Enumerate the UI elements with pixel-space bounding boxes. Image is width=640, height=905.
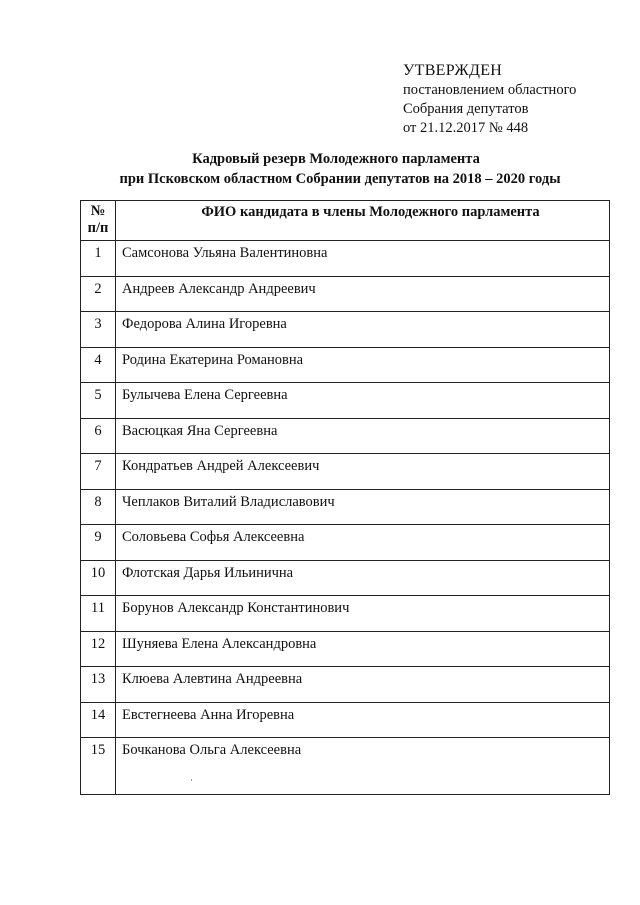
- row-candidate-name: Клюева Алевтина Андреевна: [116, 667, 610, 703]
- row-candidate-name: Булычева Елена Сергеевна: [116, 383, 610, 419]
- row-number: 9: [81, 525, 116, 561]
- header-number-abbr: п/п: [87, 220, 109, 236]
- table-row: [81, 489, 610, 525]
- title-line-1: Кадровый резерв Молодежного парламента: [192, 151, 480, 167]
- table-row: [81, 560, 610, 596]
- row-candidate-name: Федорова Алина Игоревна: [116, 312, 610, 348]
- row-candidate-name: Самсонова Ульяна Валентиновна: [116, 241, 610, 277]
- header-number-symbol: №: [90, 203, 106, 219]
- table-row: [81, 347, 610, 383]
- row-candidate-name: Васюцкая Яна Сергеевна: [116, 418, 610, 454]
- table-row: [81, 418, 610, 454]
- row-number: 10: [81, 560, 116, 596]
- scan-speck: [191, 779, 192, 781]
- row-number: 15: [81, 738, 116, 795]
- row-candidate-name: Шуняева Елена Александровна: [116, 631, 610, 667]
- approval-line-2: Собрания депутатов: [403, 101, 529, 117]
- row-number: 1: [81, 241, 116, 277]
- row-candidate-name: Родина Екатерина Романовна: [116, 347, 610, 383]
- table-body: [81, 241, 610, 795]
- row-number: 7: [81, 454, 116, 490]
- header-number: [81, 201, 116, 241]
- table-row: [81, 631, 610, 667]
- row-candidate-name: Бочканова Ольга Алексеевна: [116, 738, 610, 795]
- approval-heading: УТВЕРЖДЕН: [403, 62, 503, 79]
- row-candidate-name: Соловьева Софья Алексеевна: [116, 525, 610, 561]
- candidates-table: [80, 200, 610, 795]
- approval-stamp: [403, 60, 576, 138]
- table-row: [81, 596, 610, 632]
- row-number: 11: [81, 596, 116, 632]
- table-row: [81, 312, 610, 348]
- row-number: 4: [81, 347, 116, 383]
- table-header-row: [81, 201, 610, 241]
- row-number: 6: [81, 418, 116, 454]
- approval-line-3: от 21.12.2017 № 448: [403, 120, 529, 136]
- row-candidate-name: Кондратьев Андрей Алексеевич: [116, 454, 610, 490]
- row-candidate-name: Чеплаков Виталий Владиславович: [116, 489, 610, 525]
- table-row: [81, 667, 610, 703]
- row-candidate-name: Евстегнеева Анна Игоревна: [116, 702, 610, 738]
- table-row: [81, 383, 610, 419]
- header-name: ФИО кандидата в члены Молодежного парламента: [116, 201, 610, 241]
- table-row: [81, 702, 610, 738]
- row-number: 5: [81, 383, 116, 419]
- row-candidate-name: Андреев Александр Андреевич: [116, 276, 610, 312]
- row-number: 13: [81, 667, 116, 703]
- table-row: [81, 454, 610, 490]
- row-number: 2: [81, 276, 116, 312]
- row-number: 8: [81, 489, 116, 525]
- approval-line-1: постановлением областного: [403, 82, 577, 98]
- row-number: 3: [81, 312, 116, 348]
- table-row: [81, 738, 610, 795]
- row-candidate-name: Борунов Александр Константинович: [116, 596, 610, 632]
- row-number: 12: [81, 631, 116, 667]
- table-row: [81, 276, 610, 312]
- row-number: 14: [81, 702, 116, 738]
- table-row: [81, 525, 610, 561]
- row-candidate-name: Флотская Дарья Ильинична: [116, 560, 610, 596]
- document-title: [0, 149, 640, 189]
- title-line-2: при Псковском областном Собрании депутатов на 2018 – 2020 годы: [119, 171, 561, 187]
- table-row: [81, 241, 610, 277]
